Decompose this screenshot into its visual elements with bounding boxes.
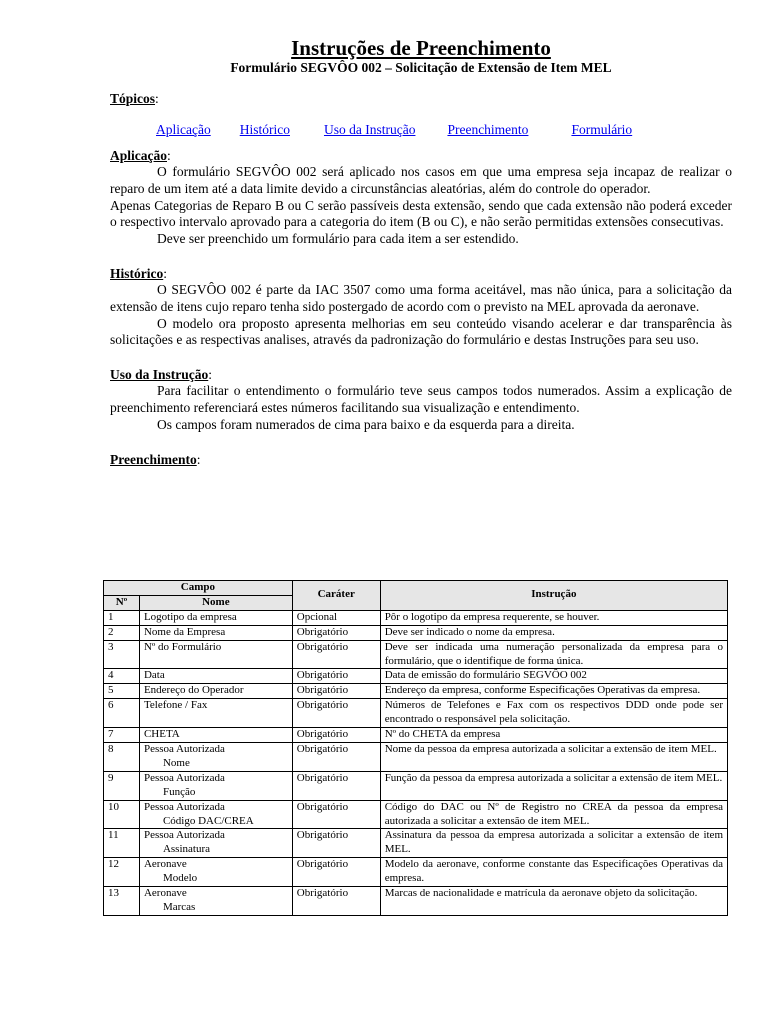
cell-instrucao: Marcas de nacionalidade e matrícula da aeronave objeto da solicitação. [380,887,727,916]
cell-nome [139,728,292,743]
cell-nome-text: Endereço do Operador [143,684,244,697]
topic-link-aplicacao[interactable]: Aplicação [156,122,211,137]
cell-numero: 8 [104,742,140,771]
table-row [104,699,728,728]
uso-paragraph-2: Os campos foram numerados de cima para baixo e da esquerda para a direita. [157,416,575,432]
cell-nome [139,800,292,829]
cell-numero: 1 [104,610,140,625]
cell-numero: 6 [104,699,140,728]
header-nome: Nome [139,595,292,610]
topic-link-historico[interactable]: Histórico [239,122,290,137]
cell-instrucao: Nome da pessoa da empresa autorizada a solicitar a extensão de item MEL. [380,742,727,771]
cell-carater: Obrigatório [292,771,380,800]
cell-nome-subtext: Nome [162,756,190,769]
cell-instrucao: Função da pessoa da empresa autorizada a solicitar a extensão de item MEL. [380,771,727,800]
cell-carater: Obrigatório [292,858,380,887]
page-title: Instruções de Preenchimento [291,36,551,60]
fields-table-body [104,610,728,915]
cell-carater: Obrigatório [292,684,380,699]
page-subtitle: Formulário SEGVÔO 002 – Solicitação de Extensão de Item MEL [230,60,612,75]
table-row [104,610,728,625]
aplicacao-heading: Aplicação: [110,148,171,163]
cell-nome-text: Pessoa Autorizada [143,771,225,784]
table-row [104,728,728,743]
cell-carater: Obrigatório [292,800,380,829]
cell-numero: 12 [104,858,140,887]
cell-nome-text: Pessoa Autorizada [143,829,225,842]
historico-paragraph-1: O SEGVÔO 002 é parte da IAC 3507 como uma forma aceitável, mas não única, para a solicitação da extensão de itens cujo reparo tenha sido postergado de acordo com o previsto na MEL aprovada da aeronave. [110,281,732,314]
cell-instrucao: Assinatura da pessoa da empresa autorizada a solicitar a extensão de item MEL. [380,829,727,858]
cell-carater: Obrigatório [292,625,380,640]
cell-nome [139,771,292,800]
table-row [104,800,728,829]
cell-instrucao: Pôr o logotipo da empresa requerente, se houver. [380,610,727,625]
topic-link-uso-da-instrucao[interactable]: Uso da Instrução [323,122,416,137]
cell-numero: 4 [104,669,140,684]
cell-nome-subtext: Função [162,785,196,798]
cell-numero: 2 [104,625,140,640]
cell-nome-subtext: Marcas [162,900,196,913]
table-row [104,858,728,887]
cell-carater: Opcional [292,610,380,625]
topic-link-preenchimento[interactable]: Preenchimento [447,122,529,137]
cell-nome-subtext: Código DAC/CREA [162,814,254,827]
cell-nome-text: Aeronave [143,887,187,900]
cell-nome-text: Nome da Empresa [143,625,226,638]
cell-numero: 7 [104,728,140,743]
cell-nome-text: Telefone / Fax [143,699,208,712]
uso-paragraph-1: Para facilitar o entendimento o formulário teve seus campos todos numerados. Assim a explicação de preenchimento referenciará estes números facilitando sua visualização e entendimento. [110,383,732,415]
cell-numero: 5 [104,684,140,699]
cell-instrucao: Nº do CHETA da empresa [380,728,727,743]
uso-heading: Uso da Instrução: [110,367,213,383]
cell-nome [139,669,292,684]
cell-nome [139,858,292,887]
cell-carater: Obrigatório [292,887,380,916]
header-carater: Caráter [292,581,380,611]
topics-heading: Tópicos: [110,91,159,106]
cell-nome [139,625,292,640]
table-row [104,742,728,771]
aplicacao-paragraph-2: Apenas Categorias de Reparo B ou C serão passíveis desta extensão, sendo que cada extensão não poderá exceder o respectivo intervalo aprovado para a categoria do item (B ou C), e não serão permitidas extensões consecutivas. [110,197,732,230]
cell-nome-text: Nº do Formulário [143,640,222,653]
table-row [104,829,728,858]
fields-table [103,580,728,916]
table-row [104,640,728,669]
cell-carater: Obrigatório [292,699,380,728]
cell-nome-text: Pessoa Autorizada [143,800,225,813]
cell-nome-subtext: Modelo [162,872,198,885]
header-campo: Campo [104,581,293,596]
aplicacao-paragraph-1: O formulário SEGVÔO 002 será aplicado nos casos em que uma empresa seja incapaz de realizar o reparo de um item até a data limite devido a circunstâncias aleatórias, além do controle do operador. [110,164,732,196]
cell-nome [139,699,292,728]
historico-paragraph-2: O modelo ora proposto apresenta melhorias em seu conteúdo visando acelerar e dar transparência às solicitações e as respectivas analises, através da padronização do formulário e destas Instruções para seu uso. [110,315,732,348]
header-numero: Nº [104,595,140,610]
cell-nome-text: Logotipo da empresa [143,610,237,623]
cell-carater: Obrigatório [292,742,380,771]
preenchimento-heading: Preenchimento: [110,451,201,467]
cell-nome [139,829,292,858]
cell-carater: Obrigatório [292,640,380,669]
topic-link-formulario[interactable]: Formulário [571,122,633,137]
table-row [104,684,728,699]
cell-carater: Obrigatório [292,669,380,684]
cell-nome-text: Aeronave [143,858,187,871]
cell-instrucao: Modelo da aeronave, conforme constante das Especificações Operativas da empresa. [380,858,727,887]
cell-numero: 3 [104,640,140,669]
aplicacao-paragraph-3: Deve ser preenchido um formulário para cada item a ser estendido. [157,231,519,247]
cell-carater: Obrigatório [292,728,380,743]
cell-numero: 13 [104,887,140,916]
cell-numero: 10 [104,800,140,829]
cell-instrucao: Data de emissão do formulário SEGVÔO 002 [380,669,727,684]
table-row [104,625,728,640]
cell-instrucao: Deve ser indicada uma numeração personalizada da empresa para o formulário, que o identifique de forma única. [380,640,727,669]
cell-nome-subtext: Assinatura [162,843,210,856]
cell-nome [139,684,292,699]
header-instrucao: Instrução [380,581,727,611]
cell-instrucao: Deve ser indicado o nome da empresa. [380,625,727,640]
cell-nome-text: Data [143,669,165,682]
cell-numero: 11 [104,829,140,858]
table-row [104,887,728,916]
cell-carater: Obrigatório [292,829,380,858]
document-page [110,36,732,468]
cell-instrucao: Código do DAC ou Nº de Registro no CREA da pessoa da empresa autorizada a solicitar a extensão de item MEL. [380,800,727,829]
cell-nome [139,610,292,625]
cell-nome [139,887,292,916]
cell-numero: 9 [104,771,140,800]
historico-heading: Histórico: [110,265,168,281]
cell-nome [139,742,292,771]
table-row [104,771,728,800]
topics-links [110,121,732,138]
cell-nome-text: Pessoa Autorizada [143,742,225,755]
cell-nome [139,640,292,669]
cell-instrucao: Números de Telefones e Fax com os respectivos DDD onde pode ser encontrado o responsável pela solicitação. [380,699,727,728]
table-row [104,669,728,684]
cell-instrucao: Endereço da empresa, conforme Especificações Operativas da empresa. [380,684,727,699]
cell-nome-text: CHETA [143,728,180,741]
